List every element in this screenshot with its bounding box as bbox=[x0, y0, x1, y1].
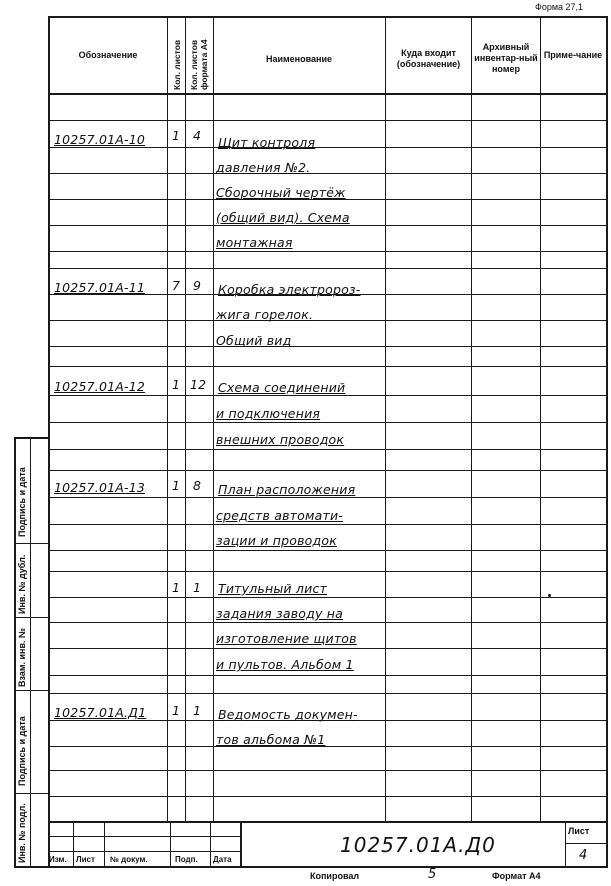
col-doc-no: № докум. bbox=[110, 855, 148, 864]
header-designation: Обозначение bbox=[78, 50, 138, 60]
row-format: 12 bbox=[190, 377, 207, 392]
row-name-line: План расположения bbox=[218, 482, 356, 497]
row-name-line: тов альбома №1 bbox=[216, 732, 326, 747]
row-name-line: жига горелок. bbox=[216, 307, 314, 322]
row-name-line: Коробка электророз- bbox=[218, 282, 361, 297]
ink-dot bbox=[548, 594, 551, 597]
row-name-line: давления №2. bbox=[216, 160, 311, 175]
row-name-line: монтажная bbox=[216, 235, 293, 250]
row-name-line: изготовление щитов bbox=[216, 631, 357, 646]
row-sheets: 1 bbox=[172, 580, 181, 595]
footer-format: Формат А4 bbox=[492, 871, 541, 881]
row-sheets: 1 bbox=[172, 703, 181, 718]
col-signature: Подп. bbox=[175, 855, 198, 864]
row-sheets: 1 bbox=[172, 377, 181, 392]
row-format: 8 bbox=[193, 478, 202, 493]
side-label-sign-date-bottom: Подпись и дата bbox=[17, 716, 27, 786]
row-name-line: Сборочный чертёж bbox=[216, 185, 346, 200]
row-designation: 10257.01А-11 bbox=[54, 280, 146, 295]
row-name-line: внешних проводок bbox=[216, 432, 345, 447]
side-label-sign-date-top: Подпись и дата bbox=[17, 467, 27, 537]
row-name-line: задания заводу на bbox=[216, 606, 343, 621]
form-label: Форма 27,1 bbox=[535, 2, 584, 12]
row-name-line: Схема соединений bbox=[218, 380, 346, 395]
row-name-line: Титульный лист bbox=[218, 581, 328, 596]
side-label-inv-dup: Инв. № дубл. bbox=[17, 554, 27, 614]
row-name-line: Щит контроля bbox=[218, 135, 316, 150]
row-format: 1 bbox=[193, 580, 202, 595]
row-designation: 10257.01А-10 bbox=[54, 132, 146, 147]
row-name-line: зации и проводок bbox=[216, 533, 337, 548]
document-code: 10257.01А.Д0 bbox=[340, 833, 496, 857]
row-name-line: (общий вид). Схема bbox=[216, 210, 350, 225]
header-archive-no: Архивный инвентар-ный номер bbox=[474, 42, 538, 74]
row-name-line: Ведомость докумен- bbox=[218, 707, 358, 722]
row-designation: 10257.01А.Д1 bbox=[54, 705, 147, 720]
row-designation: 10257.01А-13 bbox=[54, 480, 146, 495]
side-label-inv-orig: Инв. № подл. bbox=[17, 803, 27, 863]
header-format: Кол. листов формата А4 bbox=[189, 39, 209, 90]
row-format: 4 bbox=[193, 128, 202, 143]
col-sheet: Лист bbox=[76, 855, 95, 864]
header-name: Наименование bbox=[265, 54, 333, 64]
header-where-used: Куда входит (обозначение) bbox=[396, 48, 461, 69]
row-name-line: средств автомати- bbox=[216, 508, 343, 523]
row-format: 1 bbox=[193, 703, 202, 718]
sheet-number: 4 bbox=[579, 848, 588, 863]
row-format: 9 bbox=[193, 278, 202, 293]
row-sheets: 1 bbox=[172, 478, 181, 493]
row-sheets: 1 bbox=[172, 128, 181, 143]
sheet-label: Лист bbox=[568, 826, 590, 836]
col-change: Изм. bbox=[49, 855, 67, 864]
row-name-line: Общий вид bbox=[216, 333, 292, 348]
side-label-replaced-inv: Взам. инв. № bbox=[17, 627, 27, 687]
footer-copied: Копировал bbox=[310, 871, 360, 881]
footer-copied-sign: 5 bbox=[428, 867, 437, 882]
header-sheets: Кол. листов bbox=[172, 39, 182, 90]
header-note: Приме-чание bbox=[543, 50, 603, 60]
row-name-line: и пультов. Альбом 1 bbox=[216, 657, 354, 672]
col-date: Дата bbox=[213, 855, 232, 864]
row-name-line: и подключения bbox=[216, 406, 321, 421]
row-designation: 10257.01А-12 bbox=[54, 379, 146, 394]
row-sheets: 7 bbox=[172, 278, 181, 293]
